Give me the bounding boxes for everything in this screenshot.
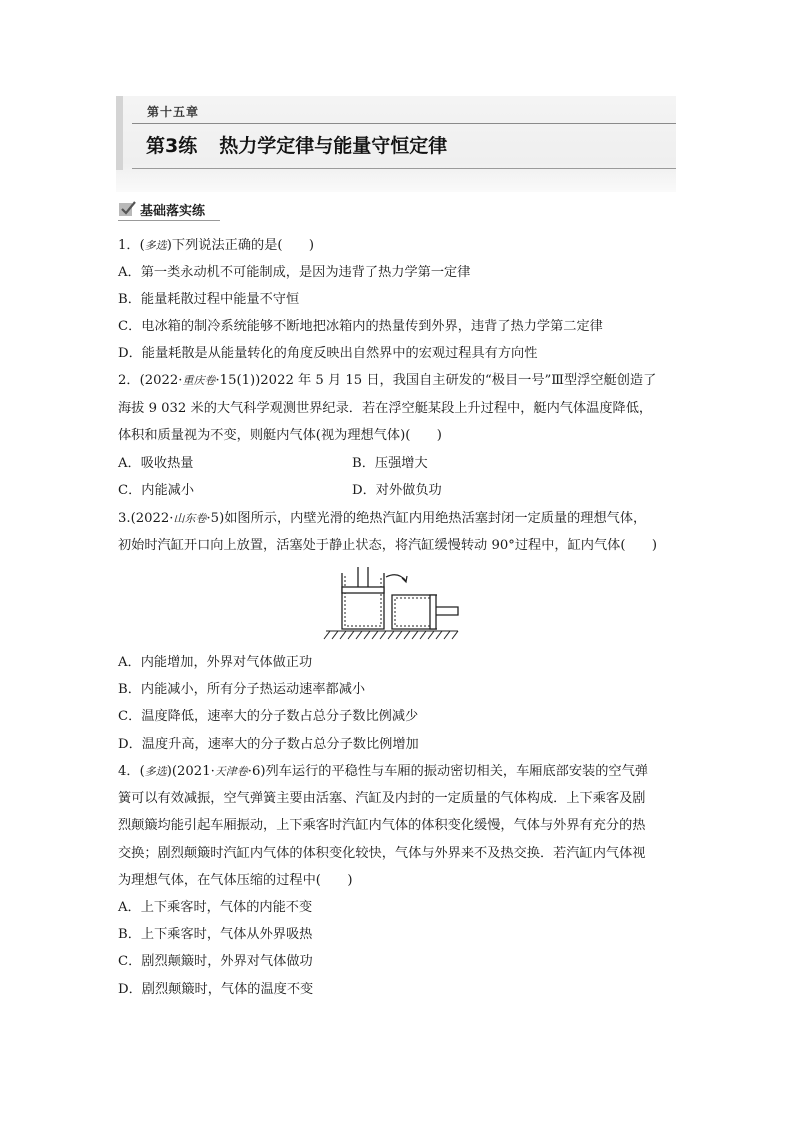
title-divider — [132, 168, 676, 169]
q2-option-d: D．对外做负功 — [352, 483, 442, 498]
q3-option-d: D．温度升高，速率大的分子数占总分子数比例增加 — [118, 737, 419, 752]
question-1-tag: 多选 — [144, 239, 167, 252]
q1-option-c: C．电冰箱的制冷系统能够不断地把冰箱内的热量传到外界，违背了热力学第二定律 — [118, 319, 603, 334]
title-text: 热力学定律与能量守恒定律 — [219, 135, 448, 157]
q4-option-b: B．上下乘客时，气体从外界吸热 — [118, 927, 313, 942]
q1-option-d: D．能量耗散是从能量转化的角度反映出自然界中的宏观过程具有方向性 — [118, 346, 538, 361]
header-divider — [132, 123, 676, 124]
question-4-stem-line-2: 簧可以有效减振，空气弹簧主要由活塞、汽缸及内封的一定质量的气体构成．上下乘客及剧 — [118, 791, 646, 806]
upright-cylinder — [342, 567, 384, 629]
cylinder-rotation-figure — [322, 565, 462, 645]
page-title — [146, 131, 447, 158]
question-4-stem-line-4: 交换；剧烈颠簸时汽缸内气体的体积变化较快，气体与外界来不及热交换．若汽缸内气体视 — [118, 846, 646, 861]
chapter-label: 第十五章 — [147, 105, 200, 119]
rotation-arrow — [386, 575, 406, 581]
q1-option-b: B．能量耗散过程中能量不守恒 — [118, 292, 300, 307]
q2-option-c: C．内能减小 — [118, 483, 195, 498]
q2-option-a: A．吸收热量 — [118, 456, 194, 471]
question-1-stem: 1．(多选)下列说法正确的是( ) — [118, 238, 315, 253]
q4-option-c: C．剧烈颠簸时，外界对气体做功 — [118, 954, 313, 969]
question-3-stem-line-2: 初始时汽缸开口向上放置，活塞处于静止状态，将汽缸缓慢转动 90°过程中，缸内气体( ) — [118, 538, 657, 553]
question-3-stem-line-1: 3.(2022·山东卷·5)如图所示，内壁光滑的绝热汽缸内用绝热活塞封闭一定质量的理想气体， — [118, 511, 647, 526]
question-4-stem-line-1: 4．(多选)(2021·天津卷·6)列车运行的平稳性与车厢的振动密切相关，车厢底部安装的空气弹 — [118, 764, 648, 779]
question-4-source: 天津卷 — [214, 765, 248, 778]
question-4-tag: 多选 — [144, 765, 167, 778]
question-2-stem-line-1: 2．(2022·重庆卷·15(1))2022 年 5 月 15 日，我国自主研发的“极目一号”Ⅲ型浮空艇创造了 — [118, 373, 657, 388]
title-number: 第3练 — [146, 135, 198, 157]
ground-hatching — [324, 631, 458, 639]
q3-option-b: B．内能减小，所有分子热运动速率都减小 — [118, 682, 366, 697]
question-3-source: 山东卷 — [173, 512, 207, 525]
q4-option-a: A．上下乘客时，气体的内能不变 — [118, 900, 313, 915]
q1-option-a: A．第一类永动机不可能制成，是因为违背了热力学第一定律 — [118, 265, 471, 280]
question-2-stem-line-3: 体积和质量视为不变，则艇内气体(视为理想气体)( ) — [118, 428, 442, 443]
q3-option-c: C．温度降低，速率大的分子数占总分子数比例减少 — [118, 709, 419, 724]
q2-option-b: B．压强增大 — [352, 456, 428, 471]
question-4-stem-line-3: 烈颠簸均能引起车厢振动，上下乘客时汽缸内气体的体积变化缓慢，气体与外界有充分的热 — [118, 818, 646, 833]
section-divider — [118, 220, 220, 221]
q4-option-d: D．剧烈颠簸时，气体的温度不变 — [118, 982, 314, 997]
horizontal-cylinder — [392, 595, 458, 629]
q3-option-a: A．内能增加，外界对气体做正功 — [118, 655, 313, 670]
section-label: 基础落实练 — [140, 204, 206, 219]
question-4-stem-line-5: 为理想气体，在气体压缩的过程中( ) — [118, 873, 353, 888]
question-2-stem-line-2: 海拔 9 032 米的大气科学观测世界纪录．若在浮空艇某段上升过程中，艇内气体温度降低， — [118, 401, 653, 416]
header-accent-bar — [116, 96, 123, 170]
check-icon — [118, 200, 136, 218]
question-2-source: 重庆卷 — [182, 374, 216, 387]
